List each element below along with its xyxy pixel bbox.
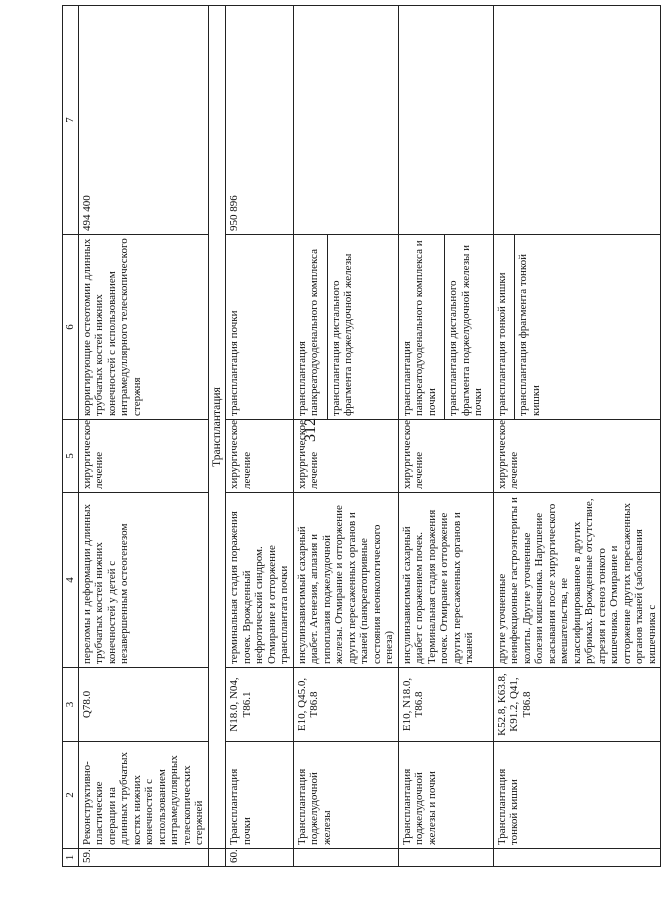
group-cell: Трансплантация тонкой кишки: [493, 742, 661, 849]
methods-cell: [398, 235, 493, 420]
section-row: [208, 6, 226, 867]
type-cell: хирургическое лечение: [78, 420, 208, 493]
row-number: 60.: [226, 849, 294, 867]
header-cell: 5: [63, 420, 79, 493]
methods-cell: [226, 235, 294, 420]
row-number: [493, 849, 661, 867]
row-number: [293, 849, 398, 867]
methods-cell: [493, 235, 661, 420]
page-number: 312: [302, 418, 319, 442]
header-cell: 1: [63, 849, 79, 867]
cost-cell: [493, 6, 661, 235]
group-cell: Трансплантация поджелудочной железы и почки: [398, 742, 493, 849]
codes-cell: Q78.0: [78, 668, 208, 742]
header-cell: 4: [63, 493, 79, 668]
method-item: трансплантация почки: [228, 310, 240, 416]
header-cell: 2: [63, 742, 79, 849]
group-cell: Трансплантация почки: [226, 742, 294, 849]
row-number: 59.: [78, 849, 208, 867]
cost-cell: 950 896: [226, 6, 294, 235]
type-cell: хирургическое лечение: [398, 420, 493, 493]
methods-cell: [78, 235, 208, 420]
method-item: корригирующие остеотомии длинных трубчатых костей нижних конечностей с использованием интрамедуллярного телескопического стержня: [80, 238, 143, 416]
model-cell: переломы и деформации длинных трубчатых костей нижних конечностей у детей с незавершенным остеогенезом: [78, 493, 208, 668]
cost-cell: [398, 6, 493, 235]
treatment-table: [62, 5, 661, 867]
codes-cell: E10, Q45.0, T86.8: [293, 668, 398, 742]
method-item: трансплантация тонкой кишки: [495, 272, 508, 416]
table-row: [78, 6, 208, 867]
table-row: [493, 6, 661, 867]
type-cell: хирургическое лечение: [293, 420, 398, 493]
section-number-cell: [208, 849, 226, 867]
model-cell: инсулинзависимый сахарный диабет. Агенезия, аплазия и гипоплазия поджелудочной железы. Отмирание и отторжение других пересаженных органов и тканей (панкреатопривные состояния неонкологического генеза): [293, 493, 398, 668]
codes-cell: K52.8, K63.8, K91.2, Q41, T86.8: [493, 668, 661, 742]
section-title: Трансплантация: [208, 6, 226, 849]
table-row: [226, 6, 294, 867]
model-cell: инсулинзависимый сахарный диабет с поражением почек. Терминальная стадия поражения почек. Отмирание и отторжение других пересаженных органов и тканей: [398, 493, 493, 668]
cost-cell: [293, 6, 398, 235]
cost-cell: 494 400: [78, 6, 208, 235]
group-cell: Трансплантация поджелудочной железы: [293, 742, 398, 849]
codes-cell: E10, N18.0, T86.8: [398, 668, 493, 742]
type-cell: хирургическое лечение: [493, 420, 661, 493]
method-item: трансплантация дистального фрагмента поджелудочной железы: [327, 235, 355, 419]
row-number: [398, 849, 493, 867]
codes-cell: N18.0, N04, T86.1: [226, 668, 294, 742]
methods-cell: [293, 235, 398, 420]
type-cell: хирургическое лечение: [226, 420, 294, 493]
method-item: трансплантация панкреатодуоденального комплекса и почки: [400, 240, 438, 416]
table-row: [293, 6, 398, 867]
group-cell: Реконструктивно-пластические операции на длинных трубчатых костях нижних конечностей с использованием интрамедуллярных телескопических стержней: [78, 742, 208, 849]
method-item: трансплантация фрагмента тонкой кишки: [514, 235, 542, 419]
header-row: [63, 6, 79, 867]
model-cell: другие уточненные неинфекционные гастроэнтериты и колиты. Другие уточненные болезни кишечника. Нарушение всасывания после хирургического вмешательства, не классифицированное в других рубриках. Врожденные отсутствие, атрезия и стеноз тонкого кишечника. Отмирание и отторжение других пересаженных органов тканей (заболевания кишечника с: [493, 493, 661, 668]
method-item: трансплантация панкреатодуоденального комплекса: [295, 249, 320, 416]
model-cell: терминальная стадия поражения почек. Врожденный нефротический синдром. Отмирание и отторжение трансплантата почки: [226, 493, 294, 668]
header-cell: 7: [63, 6, 79, 235]
header-cell: 3: [63, 668, 79, 742]
rotated-table-sheet: [62, 6, 658, 867]
header-cell: 6: [63, 235, 79, 420]
table-row: [398, 6, 493, 867]
method-item: трансплантация дистального фрагмента поджелудочной железы и почки: [444, 235, 485, 419]
